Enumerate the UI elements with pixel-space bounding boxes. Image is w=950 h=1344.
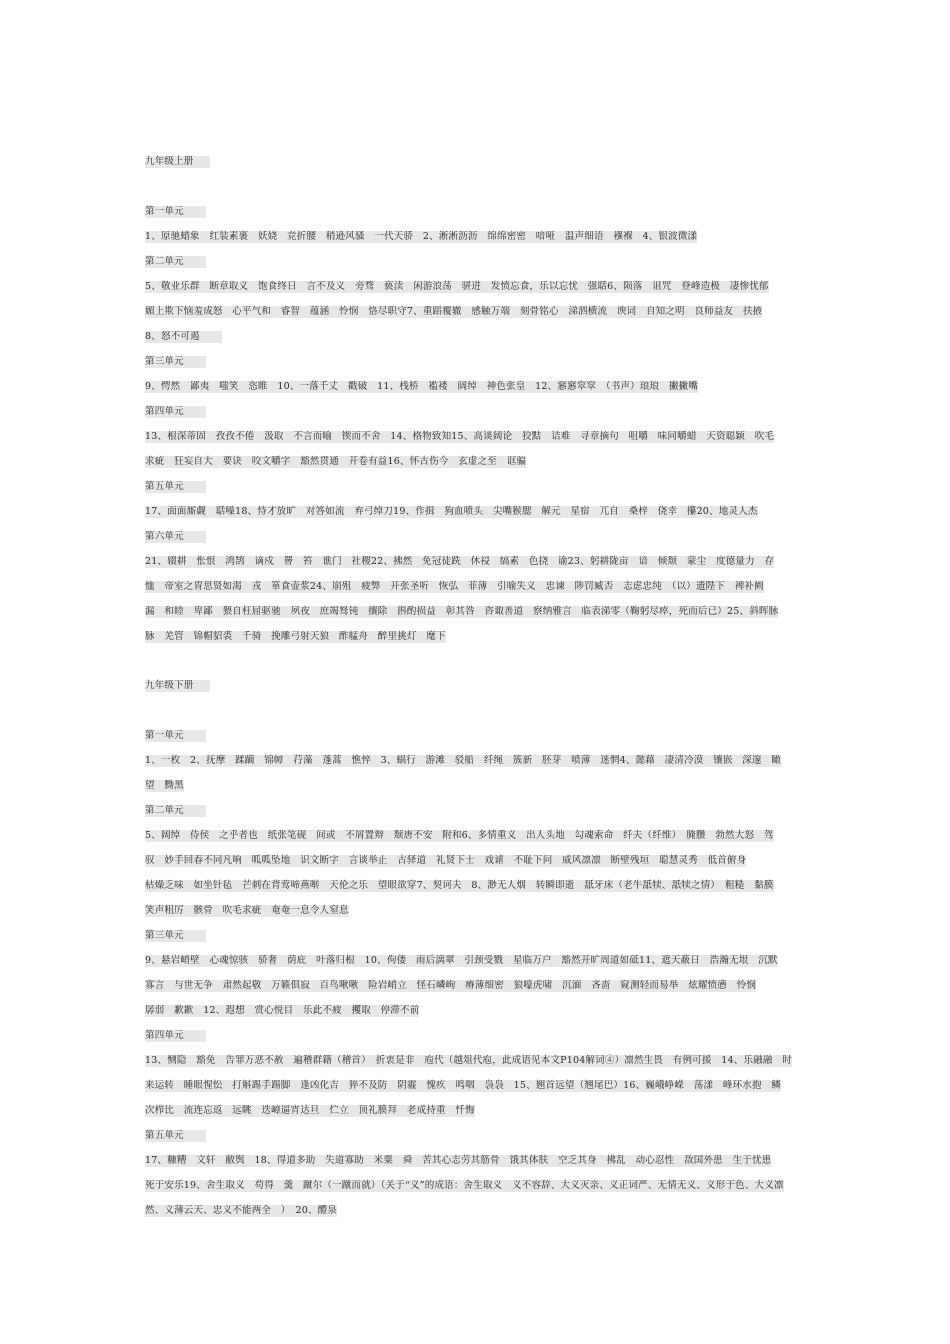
- unit-heading-text: 第五单元: [145, 480, 184, 492]
- unit-heading: [145, 928, 206, 944]
- lower-volume-title-text: 九年级下册: [145, 679, 194, 691]
- vocab-line: [145, 279, 769, 295]
- vocab-line: [145, 504, 758, 520]
- vocab-line: [145, 1003, 419, 1019]
- unit-heading: [145, 728, 206, 744]
- unit-heading: [145, 479, 206, 495]
- vocab-line-text: 9、悬岩峭壁 心魂惊骇 骄奢 荫庇 叶落归根 10、佝偻 雨后漓翠 引颈受戮 星临万户 豁然开旷周道如砥11、遮天蔽日 浩瀚无垠 沉默: [145, 954, 778, 966]
- unit-heading-text: 第二单元: [145, 804, 184, 816]
- vocab-line-text: 孱弱 歉歉 12、遐想 赏心悦目 乐此不疲 攫取 停滞不前: [145, 1004, 420, 1016]
- vocab-line-text: 媚上欺下恼羞成怒 心平气和 睿智 蕴涵 怜悯 恪尽职守7、重蹈覆辙 感触万端 刻骨铭心 涕泗横流 谀词 自知之明 良师益友 扶掖: [145, 305, 763, 317]
- vocab-line: [145, 853, 746, 869]
- vocab-line-text: 次栉比 流连忘返 远眺 迭嶂逼宵达旦 伫立 顶礼膜拜 老成持重 忏悔: [145, 1104, 475, 1116]
- vocab-line-text: 恤 帝室之胄思贤如渴 戎 箪食壶浆24、崩殂 疲弊 开张圣听 恢弘 菲薄 引喻失义 忠谏 陟罚臧否 志虑忠纯 （以）遗陛下 裨补阙: [145, 580, 764, 592]
- vocab-line-text: 17、面面厮觑 聒噪18、恃才放旷 对答如流 弃弓绰刀19、作揖 狗血喷头 尖嘴猴腮 解元 星宿 兀自 桑梓 侥幸 攥20、地灵人杰: [145, 505, 758, 517]
- vocab-line: [145, 604, 778, 620]
- vocab-line-text: 5、敬业乐群 断章取义 饱食终日 言不及义 旁骛 亵渎 闲游浪荡 骈进 发愤忘食，乐以忘忧 强聒6、陨落 诅咒 登峰造极 凄惨忧郁: [145, 280, 769, 292]
- vocab-line: [145, 778, 184, 794]
- vocab-line-text: 漏 和睦 卑鄙 猥自枉屈驱驰 夙夜 庶竭驽钝 攘除 斟酌损益 彰其咎 咨诹善道 察纳雅言 临表涕零（鞠躬尽瘁，死而后已）25、斜晖脉: [145, 605, 779, 617]
- vocab-line: [145, 554, 774, 570]
- vocab-line-text: 寡言 与世无争 肃然起敬 万籁俱寂 百鸟啾啾 险岩峭立 怪石嶙峋 瘠薄细密 狼嚎虎啸 沉湎 吝啬 窥测轻而易举 炫耀愤懑 怜悯: [145, 979, 757, 991]
- vocab-line-text: 望 黝黑: [145, 779, 184, 791]
- unit-heading: [145, 529, 206, 545]
- unit-heading: [145, 1128, 206, 1144]
- unit-heading-text: 第一单元: [145, 729, 184, 741]
- vocab-line-text: 然、义薄云天、忠义不能两全 ） 20、醴泉: [145, 1204, 338, 1216]
- vocab-line: [145, 953, 778, 969]
- unit-heading-text: 第三单元: [145, 355, 184, 367]
- vocab-line: [145, 1178, 784, 1194]
- vocab-line-text: 来运转 睡眼惺忪 打斛踢手踢脚 逢凶化吉 猝不及防 阴霾 愧疚 鸣咽 袅袅 15、翘首远望（翘尾巴）16、巍峨峥嵘 荡漾 峰环水抱 鳞: [145, 1079, 782, 1091]
- unit-heading-text: 第四单元: [145, 1029, 184, 1041]
- vocab-line: [145, 454, 526, 470]
- vocab-line-text: 1、原驰蜡象 红装素裹 妖娆 竞折腰 稍逊风骚 一代天骄 2、淅淅沥沥 绵绵密密 喑哑 温声细语 襁褓 4、银波微漾: [145, 230, 698, 242]
- unit-heading-text: 第三单元: [145, 929, 184, 941]
- vocab-line: [145, 878, 774, 894]
- vocab-line: [145, 329, 222, 345]
- upper-volume-title: [145, 154, 210, 170]
- vocab-line-text: 枯燥乏味 如坐针毡 芒刺在背莺啼燕啭 天伦之乐 望眼欲穿7、契诃夫 8、渺无人烟 转瞬即逝 舐牙床（老牛舐犊、舐犊之情） 粗糙 黏膜: [145, 879, 774, 891]
- unit-heading: [145, 254, 206, 270]
- vocab-line: [145, 1078, 781, 1094]
- unit-heading-text: 第六单元: [145, 530, 184, 542]
- vocab-line: [145, 753, 781, 769]
- lower-volume-title: [145, 678, 210, 694]
- vocab-line-text: 脉 羌管 锦帽貂裘 千骑 挽雕弓射天狼 酢艋舟 醉里挑灯 麾下: [145, 630, 446, 642]
- vocab-line: [145, 978, 756, 994]
- vocab-line-text: 1、一枚 2、抚摩 蹂躏 锦幛 荇藻 蓬蒿 憔悴 3、蜗行 游滩 驳船 纤绳 簇新 胚芽 喷薄 迷惘4、懿藉 凄清冷漠 镶嵌 深邃 瞰: [145, 754, 782, 766]
- vocab-line: [145, 579, 764, 595]
- unit-heading-text: 第五单元: [145, 1129, 184, 1141]
- vocab-line: [145, 429, 774, 445]
- vocab-line-text: 17、糠糟 文轩 敝舆 18、得道多助 失道寡助 米粟 舜 苦其心志劳其筋骨 饿其体肤 空乏其身 拂乱 动心忍性 敌国外患 生于忧患: [145, 1154, 772, 1166]
- unit-heading: [145, 1028, 206, 1044]
- vocab-line-text: 笑声粗厉 骸骨 吹毛求疵 奄奄一息令人窒息: [145, 904, 349, 916]
- vocab-line-text: 9、愕然 鄙夷 嗤笑 恣睢 10、一落千丈 戳破 11、栈桥 褴褛 阔绰 神色张皇 12、窸窸窣窣 （书声）琅琅 撇撇嘴: [145, 380, 699, 392]
- vocab-line: [145, 1153, 771, 1169]
- unit-heading: [145, 354, 206, 370]
- vocab-line-text: 死于安乐19、舍生取义 苟得 羹 蹴尔（一蹴而就）（关于“义”的成语：舍生取义 义不容辞、大义灭亲、义正词严、无情无义、义形于色、大义凛: [145, 1179, 784, 1191]
- unit-heading-text: 第二单元: [145, 255, 184, 267]
- unit-heading: [145, 803, 206, 819]
- vocab-line: [145, 304, 762, 320]
- vocab-line-text: 21、辍耕 怅恨 鸿鹄 谪戍 罾 笞 谯门 社稷22、拂然 免冠徒跣 休祲 缟素 色挠 谕23、躬耕陇亩 谙 倾颓 蒙尘 度德量力 存: [145, 555, 775, 567]
- vocab-line-text: 13、根深蒂固 孜孜不倦 汲取 不言而喻 锲而不舍 14、格物致知15、高谈阔论 狡黠 诘难 寻章摘句 咀嚼 味同嚼蜡 天资聪颖 吹毛: [145, 430, 775, 442]
- vocab-line: [145, 1203, 337, 1219]
- vocab-line: [145, 828, 774, 844]
- vocab-line-text: 5、阔绰 侍侯 之乎者也 纸张笔砚 间或 不屑置辩 颓唐不安 附和6、多情重义 出人头地 勾魂索命 纤夫（纤维） 腌臜 勃然大怒 驾: [145, 829, 774, 841]
- unit-heading-text: 第一单元: [145, 205, 184, 217]
- vocab-line: [145, 1053, 792, 1069]
- unit-heading-text: 第四单元: [145, 405, 184, 417]
- vocab-line: [145, 379, 698, 395]
- vocab-line: [145, 1103, 475, 1119]
- vocab-line: [145, 629, 446, 645]
- vocab-line-text: 驭 妙手回春不同凡响 呱呱坠地 识文断字 言谈举止 古驿道 礼贤下士 戏谑 不耻下问 威风凛凛 断壁残垣 聪慧灵秀 低首俯身: [145, 854, 747, 866]
- unit-heading: [145, 404, 206, 420]
- upper-volume-title-text: 九年级上册: [145, 155, 194, 167]
- vocab-line: [145, 903, 349, 919]
- vocab-line-text: 8、怒不可遏: [145, 330, 200, 342]
- unit-heading: [145, 204, 206, 220]
- vocab-line-text: 求疵 狂妄自大 要诀 咬文嚼字 豁然贯通 开卷有益16、怀古伤今 玄虚之至 诓骗: [145, 455, 527, 467]
- vocab-line: [145, 229, 697, 245]
- vocab-line-text: 13、恻隐 豁免 告罪万恶不赦 遍稽群籍（稽首） 折衷是非 庖代（越俎代庖，此成语见本文P104解词④）凛然生畏 有例可援 14、乐融融 时: [145, 1054, 792, 1066]
